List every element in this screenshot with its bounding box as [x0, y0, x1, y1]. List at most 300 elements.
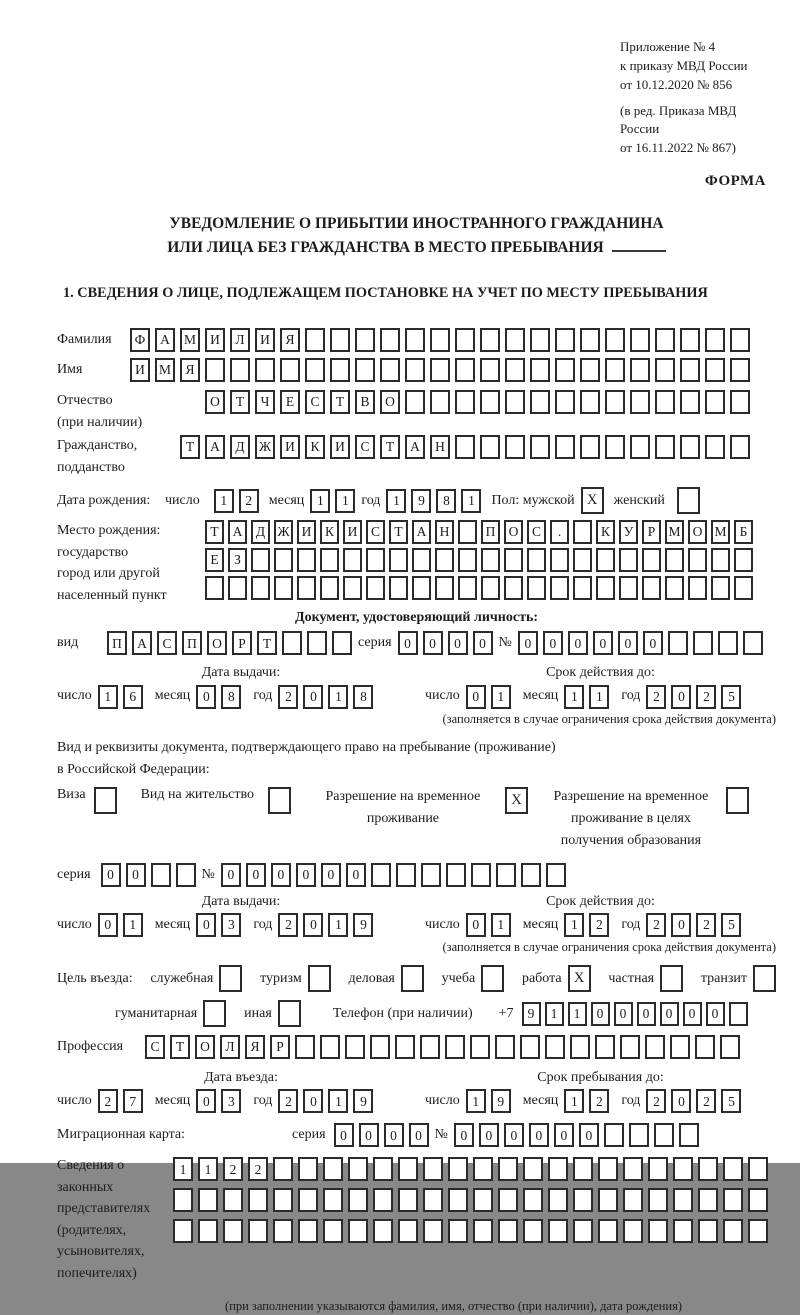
char-cell — [366, 548, 385, 572]
char-cell: М — [711, 520, 730, 544]
char-cell: М — [155, 358, 175, 382]
series-label: серия — [358, 635, 392, 651]
char-cell — [630, 435, 650, 459]
char-cell — [423, 1219, 443, 1243]
char-cell: 2 — [646, 685, 666, 709]
char-cell: 1 — [214, 489, 234, 513]
char-cell: А — [132, 631, 152, 655]
visa-label: Виза — [57, 786, 86, 802]
char-cell: О — [195, 1035, 215, 1059]
char-cell: 0 — [384, 1123, 404, 1147]
char-cell — [548, 1157, 568, 1181]
char-cell: 0 — [346, 863, 366, 887]
char-cell — [280, 358, 300, 382]
char-cell: Ж — [255, 435, 275, 459]
char-cell — [282, 631, 302, 655]
char-cell: 3 — [221, 1089, 241, 1113]
char-cell — [273, 1188, 293, 1212]
char-cell — [720, 1035, 740, 1059]
char-cell — [730, 390, 750, 414]
birth-place-cells — [205, 520, 753, 600]
char-cell — [545, 1035, 565, 1059]
char-cell — [423, 1157, 443, 1181]
char-cell: 1 — [198, 1157, 218, 1181]
char-cell — [255, 358, 275, 382]
char-cell — [688, 576, 707, 600]
char-cell — [580, 390, 600, 414]
residence-permit-label: Вид на жительство — [140, 786, 254, 802]
surname-label: Фамилия — [57, 332, 112, 348]
birth-place-block — [57, 520, 776, 606]
char-cell: Т — [330, 390, 350, 414]
char-cell — [405, 358, 425, 382]
char-cell — [654, 1123, 674, 1147]
char-cell — [642, 548, 661, 572]
valid-month-cells — [564, 685, 609, 709]
char-cell — [598, 1219, 618, 1243]
rvp-education-label: Разрешение на временное проживание в целях получения образования — [553, 788, 709, 849]
char-cell: 2 — [223, 1157, 243, 1181]
char-cell — [373, 1157, 393, 1181]
purpose-tourism-checkbox — [308, 965, 331, 992]
profession-row — [57, 1035, 776, 1059]
char-cell: 6 — [123, 685, 143, 709]
char-cell — [505, 328, 525, 352]
sex-female-checkbox — [677, 487, 700, 514]
issue-date-heading: Дата выдачи: — [201, 893, 281, 909]
char-cell — [273, 1157, 293, 1181]
char-cell — [343, 576, 362, 600]
day-label: число — [165, 492, 200, 508]
char-cell: 0 — [98, 913, 118, 937]
char-cell — [323, 1219, 343, 1243]
doc-series-cells — [398, 631, 493, 655]
migration-number-cells — [454, 1123, 699, 1147]
citizenship-label: Гражданство, подданство — [57, 438, 138, 475]
char-cell — [498, 1188, 518, 1212]
char-cell — [398, 1157, 418, 1181]
validity-date-group: число 0 1 месяц 1 2 год 2 0 2 5 — [425, 913, 741, 937]
stay-month-cells — [564, 1089, 609, 1113]
char-cell — [458, 548, 477, 572]
char-cell — [573, 1157, 593, 1181]
char-cell — [580, 435, 600, 459]
char-cell: 1 — [564, 913, 584, 937]
residence-doc-options — [57, 786, 776, 853]
char-cell: О — [207, 631, 227, 655]
char-cell — [505, 390, 525, 414]
char-cell — [573, 548, 592, 572]
char-cell: 2 — [278, 1089, 298, 1113]
purpose-transit-checkbox — [753, 965, 776, 992]
char-cell — [430, 358, 450, 382]
representatives-line3-cells — [173, 1219, 768, 1243]
entry-day-cells — [98, 1089, 143, 1113]
char-cell: У — [619, 520, 638, 544]
char-cell: 1 — [386, 489, 406, 513]
issue-date-heading: Дата выдачи: — [201, 665, 281, 681]
char-cell: 0 — [221, 863, 241, 887]
char-cell: 8 — [436, 489, 456, 513]
char-cell — [173, 1219, 193, 1243]
char-cell: Т — [257, 631, 277, 655]
stay-until-group: число 1 9 месяц 1 2 год 2 0 2 5 — [425, 1089, 741, 1113]
char-cell — [670, 1035, 690, 1059]
char-cell: О — [205, 390, 225, 414]
char-cell — [380, 328, 400, 352]
char-cell: 0 — [423, 631, 443, 655]
char-cell: 5 — [721, 1089, 741, 1113]
char-cell — [345, 1035, 365, 1059]
representatives-block — [57, 1155, 776, 1284]
char-cell: И — [330, 435, 350, 459]
revision-line: от 16.11.2022 № 867) — [620, 140, 737, 156]
char-cell — [458, 520, 477, 544]
char-cell: 2 — [98, 1089, 118, 1113]
validity-heading: Срок действия до: — [546, 665, 655, 681]
char-cell — [473, 1219, 493, 1243]
birth-place-line1-cells — [205, 520, 753, 544]
char-cell — [748, 1219, 768, 1243]
issue-year-cells — [278, 913, 373, 937]
char-cell — [430, 390, 450, 414]
representatives-note: (при заполнении указываются фамилия, имя, отчество (при наличии), дата рождения) — [225, 1299, 683, 1314]
char-cell: 0 — [466, 685, 486, 709]
char-cell — [421, 863, 441, 887]
char-cell — [718, 631, 738, 655]
char-cell: И — [280, 435, 300, 459]
char-cell — [730, 328, 750, 352]
char-cell: П — [107, 631, 127, 655]
birth-place-line2-cells — [205, 548, 753, 572]
annex-line: к приказу МВД России — [620, 57, 748, 73]
char-cell — [298, 1188, 318, 1212]
char-cell: К — [320, 520, 339, 544]
char-cell: 0 — [454, 1123, 474, 1147]
valid-day-cells — [466, 685, 511, 709]
residence-doc-series-row — [57, 863, 776, 887]
char-cell: 0 — [246, 863, 266, 887]
char-cell — [223, 1219, 243, 1243]
char-cell — [555, 328, 575, 352]
char-cell — [555, 390, 575, 414]
char-cell — [548, 1188, 568, 1212]
char-cell — [705, 390, 725, 414]
char-cell — [605, 435, 625, 459]
representatives-label: Сведения о законных представителях (родителях, усыновителях, попечителях) — [57, 1158, 151, 1281]
char-cell: А — [412, 520, 431, 544]
entry-date-group: число 2 7 месяц 0 3 год 2 0 1 9 — [57, 1089, 425, 1113]
char-cell — [398, 1219, 418, 1243]
char-cell: 2 — [646, 1089, 666, 1113]
issue-day-cells — [98, 913, 143, 937]
char-cell: 1 — [491, 913, 511, 937]
char-cell — [505, 435, 525, 459]
char-cell — [430, 328, 450, 352]
issue-year-cells — [278, 685, 373, 709]
phone-cells — [522, 1002, 748, 1026]
char-cell — [496, 863, 516, 887]
char-cell: 0 — [637, 1002, 656, 1026]
rvp-label: Разрешение на временное проживание — [325, 788, 481, 826]
char-cell: 0 — [504, 1123, 524, 1147]
char-cell — [580, 358, 600, 382]
char-cell — [705, 435, 725, 459]
purpose-private: частная — [608, 965, 683, 992]
issue-date-group: число 0 1 месяц 0 3 год 2 0 1 9 — [57, 913, 425, 937]
purpose-row — [57, 965, 776, 992]
char-cell — [176, 863, 196, 887]
title-blank-line — [612, 238, 666, 252]
char-cell — [273, 1219, 293, 1243]
char-cell — [521, 863, 541, 887]
char-cell: 0 — [101, 863, 121, 887]
char-cell — [251, 548, 270, 572]
char-cell: 0 — [196, 1089, 216, 1113]
identity-doc-dates-head — [57, 664, 776, 682]
char-cell — [550, 576, 569, 600]
patronymic-row — [57, 390, 776, 433]
profession-label: Профессия — [57, 1039, 124, 1055]
char-cell: 0 — [529, 1123, 549, 1147]
char-cell: 1 — [335, 489, 355, 513]
char-cell — [395, 1035, 415, 1059]
char-cell — [480, 358, 500, 382]
char-cell — [343, 548, 362, 572]
year-label: год — [361, 492, 381, 508]
char-cell — [330, 328, 350, 352]
char-cell — [330, 358, 350, 382]
char-cell — [373, 1188, 393, 1212]
char-cell: 1 — [461, 489, 481, 513]
entry-month-cells — [196, 1089, 241, 1113]
char-cell: 2 — [278, 685, 298, 709]
char-cell: 0 — [568, 631, 588, 655]
char-cell: Е — [205, 548, 224, 572]
char-cell: В — [355, 390, 375, 414]
char-cell — [527, 576, 546, 600]
char-cell: 0 — [196, 913, 216, 937]
purpose-official: служебная — [150, 965, 242, 992]
char-cell — [620, 1035, 640, 1059]
char-cell: Р — [270, 1035, 290, 1059]
char-cell — [605, 390, 625, 414]
section-1-heading: 1. СВЕДЕНИЯ О ЛИЦЕ, ПОДЛЕЖАЩЕМ ПОСТАНОВКЕ НА УЧЕТ ПО МЕСТУ ПРЕБЫВАНИЯ — [63, 284, 708, 301]
char-cell: 0 — [196, 685, 216, 709]
char-cell — [580, 328, 600, 352]
char-cell — [665, 576, 684, 600]
char-cell — [655, 435, 675, 459]
char-cell — [665, 548, 684, 572]
representatives-line1-cells — [173, 1157, 768, 1181]
char-cell: 2 — [278, 913, 298, 937]
char-cell: И — [255, 328, 275, 352]
char-cell — [448, 1157, 468, 1181]
char-cell — [173, 1188, 193, 1212]
char-cell: 0 — [448, 631, 468, 655]
char-cell: Е — [280, 390, 300, 414]
purpose-tourism: туризм — [260, 965, 331, 992]
char-cell — [307, 631, 327, 655]
char-cell — [619, 576, 638, 600]
issue-day-cells — [98, 685, 143, 709]
char-cell — [455, 328, 475, 352]
char-cell: З — [228, 548, 247, 572]
purpose-study-checkbox — [481, 965, 504, 992]
entry-year-cells — [278, 1089, 373, 1113]
char-cell — [198, 1188, 218, 1212]
char-cell: 1 — [491, 685, 511, 709]
char-cell — [748, 1188, 768, 1212]
doc-kind-cells — [107, 631, 352, 655]
char-cell: 0 — [303, 685, 323, 709]
char-cell — [648, 1188, 668, 1212]
number-label: № — [201, 866, 215, 882]
purpose-other: иная — [244, 1000, 301, 1027]
char-cell — [412, 576, 431, 600]
char-cell — [455, 390, 475, 414]
entry-dates-row — [57, 1089, 776, 1113]
char-cell — [520, 1035, 540, 1059]
char-cell: 0 — [359, 1123, 379, 1147]
char-cell — [688, 548, 707, 572]
char-cell — [298, 1219, 318, 1243]
char-cell — [435, 548, 454, 572]
char-cell — [648, 1219, 668, 1243]
rvp-option — [313, 786, 528, 831]
birth-date-label: Дата рождения: — [57, 492, 151, 508]
char-cell: С — [305, 390, 325, 414]
char-cell: Ч — [255, 390, 275, 414]
residence-series-cells — [101, 863, 196, 887]
char-cell — [248, 1219, 268, 1243]
char-cell: И — [297, 520, 316, 544]
char-cell — [455, 358, 475, 382]
stay-day-cells — [466, 1089, 511, 1113]
purpose-humanitarian-checkbox — [203, 1000, 226, 1027]
char-cell — [573, 520, 592, 544]
char-cell — [623, 1157, 643, 1181]
birth-place-label: Место рождения: государство город или другой населенный пункт — [57, 523, 167, 603]
citizenship-row — [57, 435, 776, 478]
char-cell — [680, 435, 700, 459]
char-cell: 5 — [721, 913, 741, 937]
char-cell — [370, 1035, 390, 1059]
char-cell: М — [180, 328, 200, 352]
char-cell — [623, 1188, 643, 1212]
char-cell: 1 — [545, 1002, 564, 1026]
char-cell: 2 — [696, 913, 716, 937]
char-cell — [505, 358, 525, 382]
annex-line: от 10.12.2020 № 856 — [620, 76, 733, 92]
char-cell — [723, 1188, 743, 1212]
birth-date-row — [57, 487, 776, 514]
residence-doc-dates-head — [57, 893, 776, 911]
char-cell — [730, 358, 750, 382]
char-cell: Т — [180, 435, 200, 459]
char-cell: 1 — [123, 913, 143, 937]
char-cell — [546, 863, 566, 887]
purpose-private-checkbox — [660, 965, 683, 992]
char-cell — [530, 435, 550, 459]
rvp-checkbox: X — [505, 787, 528, 814]
purpose-business: деловая — [348, 965, 423, 992]
char-cell — [481, 576, 500, 600]
residence-doc-intro: Вид и реквизиты документа, подтверждающего право на пребывание (проживание) в Российской Федерации: — [57, 739, 556, 778]
char-cell: С — [157, 631, 177, 655]
char-cell: 1 — [328, 1089, 348, 1113]
char-cell: Т — [389, 520, 408, 544]
char-cell — [723, 1157, 743, 1181]
char-cell: 1 — [310, 489, 330, 513]
citizenship-cells — [180, 435, 750, 459]
char-cell — [573, 1188, 593, 1212]
char-cell — [548, 1219, 568, 1243]
char-cell: 1 — [564, 1089, 584, 1113]
number-label: № — [434, 1127, 448, 1143]
char-cell — [630, 390, 650, 414]
annex-block — [620, 38, 776, 158]
char-cell — [355, 328, 375, 352]
char-cell — [619, 548, 638, 572]
char-cell: Ф — [130, 328, 150, 352]
surname-row — [57, 328, 776, 352]
phone-label: Телефон (при наличии) — [332, 1005, 473, 1021]
representatives-cells — [173, 1157, 768, 1243]
char-cell — [481, 548, 500, 572]
char-cell — [679, 1123, 699, 1147]
char-cell — [295, 1035, 315, 1059]
profession-cells — [145, 1035, 740, 1059]
valid-day-cells — [466, 913, 511, 937]
char-cell: 0 — [473, 631, 493, 655]
char-cell: 0 — [618, 631, 638, 655]
char-cell: 0 — [660, 1002, 679, 1026]
char-cell: Т — [205, 520, 224, 544]
char-cell — [595, 1035, 615, 1059]
char-cell: Я — [245, 1035, 265, 1059]
phone-prefix: +7 — [498, 1005, 514, 1021]
char-cell — [570, 1035, 590, 1059]
purpose-official-checkbox — [219, 965, 242, 992]
char-cell — [248, 1188, 268, 1212]
char-cell: 0 — [683, 1002, 702, 1026]
char-cell — [396, 863, 416, 887]
char-cell: Я — [280, 328, 300, 352]
char-cell: Д — [251, 520, 270, 544]
char-cell — [348, 1219, 368, 1243]
char-cell: 2 — [696, 685, 716, 709]
birth-place-line3-cells — [205, 576, 753, 600]
char-cell — [711, 576, 730, 600]
char-cell — [389, 548, 408, 572]
char-cell — [348, 1188, 368, 1212]
char-cell — [523, 1188, 543, 1212]
char-cell: 9 — [522, 1002, 541, 1026]
char-cell: 0 — [593, 631, 613, 655]
char-cell — [605, 358, 625, 382]
char-cell — [623, 1219, 643, 1243]
char-cell — [320, 1035, 340, 1059]
number-label: № — [498, 635, 512, 651]
char-cell: 5 — [721, 685, 741, 709]
char-cell: 8 — [353, 685, 373, 709]
series-label: серия — [57, 866, 91, 882]
residence-number-cells — [221, 863, 566, 887]
purpose-business-checkbox — [401, 965, 424, 992]
firstname-label: Имя — [57, 362, 83, 378]
char-cell — [573, 576, 592, 600]
